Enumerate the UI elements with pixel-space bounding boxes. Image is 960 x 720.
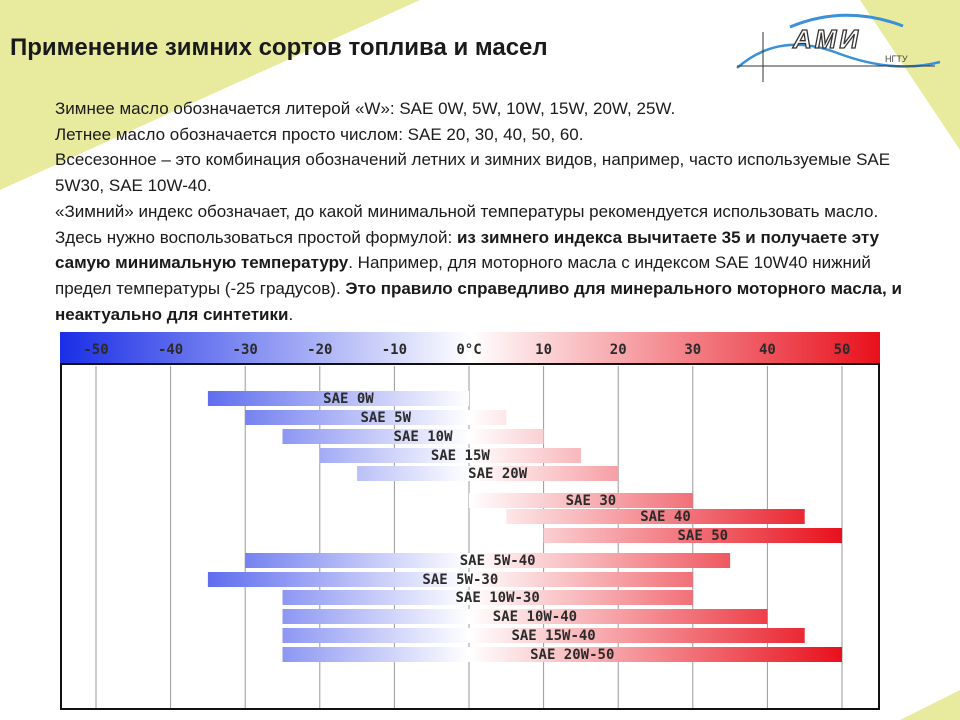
bar-label: SAE 50 — [677, 528, 729, 544]
tick-label: 0°C — [456, 342, 482, 358]
bar-label: SAE 20W — [468, 466, 528, 482]
ami-logo — [735, 10, 945, 85]
bar-label: SAE 15W-40 — [511, 628, 596, 644]
bar-label: SAE 0W — [323, 391, 374, 407]
paragraph-bold2: Это правило справедливо для минерального моторного масла, и неактуально для синтетики — [55, 278, 902, 324]
tick-label: 40 — [758, 342, 776, 358]
bar-label: SAE 40 — [640, 509, 691, 525]
tick-label: 50 — [833, 342, 851, 358]
bar-label: SAE 10W — [393, 429, 453, 445]
tick-label: -10 — [381, 342, 408, 358]
tick-label: -30 — [232, 342, 258, 358]
text-line-winter: Зимнее масло обозначается литерой «W»: SAE 0W, 5W, 10W, 15W, 20W, 25W. — [55, 99, 676, 118]
bar-label: SAE 30 — [565, 493, 617, 509]
logo-subtext: НГТУ — [885, 54, 908, 64]
paragraph-bold1: из зимнего индекса вычитаете 35 и получаете эту самую минимальную температуру — [55, 227, 880, 273]
paragraph-part3: . — [288, 304, 294, 324]
text-paragraph-formula — [55, 199, 915, 328]
paragraph-part1: «Зимний» индекс обозначает, до какой минимальной температуры рекомендуется использовать масло. Здесь нужно воспользоваться простой формулой: — [55, 201, 879, 247]
body-text — [55, 96, 915, 327]
tick-label: -50 — [83, 342, 109, 358]
bottom-right-yellow-band — [900, 690, 960, 720]
bar-label: SAE 5W — [360, 410, 412, 426]
oil-temperature-chart — [60, 332, 880, 710]
tick-label: 10 — [535, 342, 553, 358]
tick-label: 30 — [684, 342, 702, 358]
tick-label: 20 — [609, 342, 627, 358]
bar-label: SAE 20W-50 — [530, 647, 615, 663]
text-line-allseason: Всесезонное – это комбинация обозначений летних и зимних видов, например, часто используемые SAE 5W30, SAE 10W-40. — [55, 150, 891, 196]
tick-label: -20 — [307, 342, 333, 358]
paragraph-part2: . Например, для моторного масла с индексом SAE 10W40 нижний предел температуры (-25 градусов). — [55, 253, 871, 298]
bar-label: SAE 10W-40 — [492, 609, 578, 625]
bar-label: SAE 5W-30 — [422, 572, 499, 588]
bar-label: SAE 5W-40 — [459, 553, 536, 569]
bar-label: SAE 15W — [430, 448, 490, 464]
page-title: Применение зимних сортов топлива и масел — [10, 34, 548, 61]
logo-text: АМИ — [793, 24, 862, 54]
text-line-summer: Летнее масло обозначается просто числом: SAE 20, 30, 40, 50, 60. — [55, 124, 584, 144]
tick-label: -40 — [157, 342, 184, 358]
bar-label: SAE 10W-30 — [455, 590, 540, 606]
